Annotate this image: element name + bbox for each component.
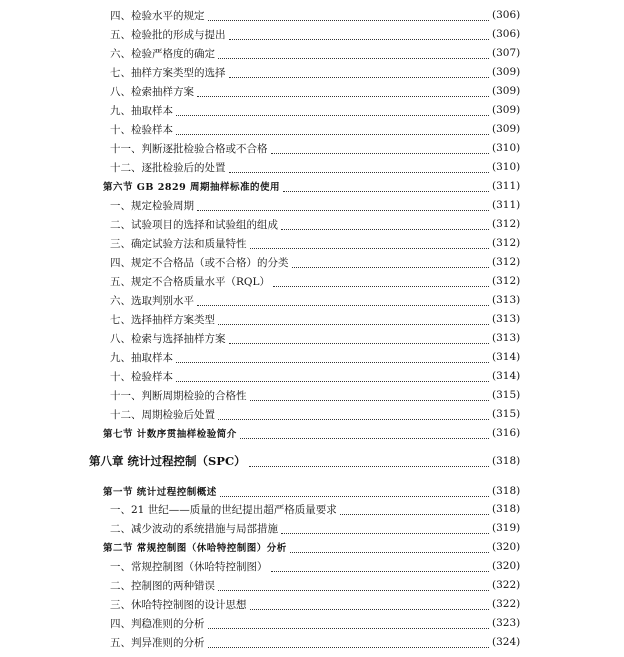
leader-dots xyxy=(176,371,489,382)
toc-entry-label: 十、检验样本 xyxy=(110,370,173,383)
toc-entry xyxy=(0,310,624,328)
toc-page-number: (320) xyxy=(492,560,521,572)
toc-entry-label: 四、规定不合格品（或不合格）的分类 xyxy=(110,256,289,269)
toc-page-number: (313) xyxy=(492,294,521,306)
leader-dots xyxy=(208,10,490,21)
toc-section-heading xyxy=(0,177,624,195)
toc-page-number: (316) xyxy=(492,427,521,439)
toc-entry-label: 十一、判断周期检验的合格性 xyxy=(110,389,247,402)
toc-page-number: (313) xyxy=(492,332,521,344)
toc-page-number: (309) xyxy=(492,85,521,97)
toc-entry-label: 七、抽样方案类型的选择 xyxy=(110,66,226,79)
toc-page-number: (311) xyxy=(492,199,521,211)
toc-page-number: (312) xyxy=(492,275,521,287)
leader-dots xyxy=(273,276,489,287)
leader-dots xyxy=(229,162,490,173)
toc-page-number: (311) xyxy=(492,180,521,192)
toc-page-number: (312) xyxy=(492,218,521,230)
toc-page-number: (312) xyxy=(492,256,521,268)
toc-entry xyxy=(0,120,624,138)
leader-dots xyxy=(229,67,490,78)
toc-entry xyxy=(0,329,624,347)
toc-page-number: (319) xyxy=(492,522,521,534)
leader-dots xyxy=(281,523,489,534)
toc-entry xyxy=(0,633,624,651)
toc-page-number: (306) xyxy=(492,9,521,21)
toc-entry-label: 第六节 GB 2829 周期抽样标准的使用 xyxy=(103,182,281,193)
leader-dots xyxy=(283,181,489,192)
toc-entry-label: 九、抽取样本 xyxy=(110,351,173,364)
toc-entry-label: 十一、判断逐批检验合格或不合格 xyxy=(110,142,268,155)
toc-entry xyxy=(0,44,624,62)
leader-dots xyxy=(197,86,489,97)
toc-entry-label: 第一节 统计过程控制概述 xyxy=(103,487,217,498)
toc-entry-label: 一、21 世纪——质量的世纪提出超严格质量要求 xyxy=(110,503,337,516)
toc-entry-label: 三、确定试验方法和质量特性 xyxy=(110,237,247,250)
leader-dots xyxy=(197,295,489,306)
toc-entry xyxy=(0,63,624,81)
leader-dots xyxy=(340,504,489,515)
toc-entry-label: 八、检索抽样方案 xyxy=(110,85,194,98)
toc-entry xyxy=(0,576,624,594)
toc-entry xyxy=(0,595,624,613)
toc-entry-label: 六、选取判别水平 xyxy=(110,294,194,307)
toc-entry xyxy=(0,557,624,575)
toc-entry xyxy=(0,253,624,271)
toc-page-number: (309) xyxy=(492,104,521,116)
toc-entry-label: 四、检验水平的规定 xyxy=(110,9,205,22)
leader-dots xyxy=(229,29,490,40)
toc-entry-label: 十二、周期检验后处置 xyxy=(110,408,215,421)
toc-page-number: (315) xyxy=(492,408,521,420)
toc-page-number: (313) xyxy=(492,313,521,325)
toc-entry xyxy=(0,158,624,176)
toc-entry-label: 一、常规控制图（休哈特控制图） xyxy=(110,560,268,573)
leader-dots xyxy=(176,352,489,363)
toc-entry-label: 七、选择抽样方案类型 xyxy=(110,313,215,326)
leader-dots xyxy=(292,257,490,268)
toc-entry-label: 一、规定检验周期 xyxy=(110,199,194,212)
toc-entry xyxy=(0,291,624,309)
leader-dots xyxy=(229,333,490,344)
leader-dots xyxy=(176,124,489,135)
toc-page-number: (318) xyxy=(492,485,521,497)
toc-entry xyxy=(0,519,624,537)
toc-section-heading xyxy=(0,538,624,556)
toc-section-heading xyxy=(0,424,624,442)
leader-dots xyxy=(208,637,490,648)
toc-page-number: (307) xyxy=(492,47,521,59)
leader-dots xyxy=(218,580,489,591)
toc-entry xyxy=(0,139,624,157)
toc-chapter-heading xyxy=(0,452,624,470)
toc-entry xyxy=(0,196,624,214)
toc-page-number: (309) xyxy=(492,123,521,135)
toc-entry-label: 四、判稳准则的分析 xyxy=(110,617,205,630)
toc-page-number: (312) xyxy=(492,237,521,249)
leader-dots xyxy=(220,486,489,497)
leader-dots xyxy=(250,390,490,401)
toc-page-number: (314) xyxy=(492,370,521,382)
toc-entry-label: 二、减少波动的系统措施与局部措施 xyxy=(110,522,278,535)
toc-entry-label: 二、试验项目的选择和试验组的组成 xyxy=(110,218,278,231)
leader-dots xyxy=(249,456,489,467)
leader-dots xyxy=(271,143,490,154)
toc-entry xyxy=(0,82,624,100)
toc-page-number: (318) xyxy=(492,455,521,467)
toc-entry xyxy=(0,614,624,632)
toc-entry-label: 十、检验样本 xyxy=(110,123,173,136)
toc-page-number: (322) xyxy=(492,598,521,610)
leader-dots xyxy=(250,238,490,249)
toc-page-number: (315) xyxy=(492,389,521,401)
toc-entry xyxy=(0,101,624,119)
leader-dots xyxy=(281,219,489,230)
toc-entry xyxy=(0,405,624,423)
toc-entry-label: 九、抽取样本 xyxy=(110,104,173,117)
toc-page-number: (310) xyxy=(492,142,521,154)
toc-entry xyxy=(0,6,624,24)
toc-entry-label: 第八章 统计过程控制（SPC） xyxy=(89,454,246,468)
toc-entry-label: 二、控制图的两种错误 xyxy=(110,579,215,592)
toc-section-heading xyxy=(0,482,624,500)
toc-entry xyxy=(0,272,624,290)
toc-entry xyxy=(0,386,624,404)
toc-entry-label: 第二节 常规控制图（休哈特控制图）分析 xyxy=(103,543,287,554)
toc-entry-label: 八、检索与选择抽样方案 xyxy=(110,332,226,345)
leader-dots xyxy=(218,48,489,59)
toc-page-number: (314) xyxy=(492,351,521,363)
toc-page-number: (309) xyxy=(492,66,521,78)
toc-page-number: (323) xyxy=(492,617,521,629)
toc-entry-label: 六、检验严格度的确定 xyxy=(110,47,215,60)
toc-page-number: (320) xyxy=(492,541,521,553)
leader-dots xyxy=(218,409,489,420)
toc-page-number: (324) xyxy=(492,636,521,648)
toc-entry-label: 五、规定不合格质量水平（RQL） xyxy=(110,275,270,288)
toc-entry xyxy=(0,25,624,43)
toc-entry-label: 五、检验批的形成与提出 xyxy=(110,28,226,41)
toc-entry-label: 三、休哈特控制图的设计思想 xyxy=(110,598,247,611)
toc-entry-label: 五、判异准则的分析 xyxy=(110,636,205,649)
leader-dots xyxy=(240,428,489,439)
leader-dots xyxy=(250,599,490,610)
toc-entry xyxy=(0,234,624,252)
leader-dots xyxy=(271,561,490,572)
toc-entry xyxy=(0,348,624,366)
leader-dots xyxy=(290,542,489,553)
toc-page-number: (318) xyxy=(492,503,521,515)
leader-dots xyxy=(197,200,489,211)
toc-entry xyxy=(0,367,624,385)
leader-dots xyxy=(208,618,490,629)
leader-dots xyxy=(176,105,489,116)
toc-entry xyxy=(0,215,624,233)
toc-entry-label: 十二、逐批检验后的处置 xyxy=(110,161,226,174)
leader-dots xyxy=(218,314,489,325)
toc-page-number: (322) xyxy=(492,579,521,591)
toc-entry xyxy=(0,500,624,518)
toc-entry-label: 第七节 计数序贯抽样检验简介 xyxy=(103,429,237,440)
toc-page-number: (310) xyxy=(492,161,521,173)
toc-page-number: (306) xyxy=(492,28,521,40)
